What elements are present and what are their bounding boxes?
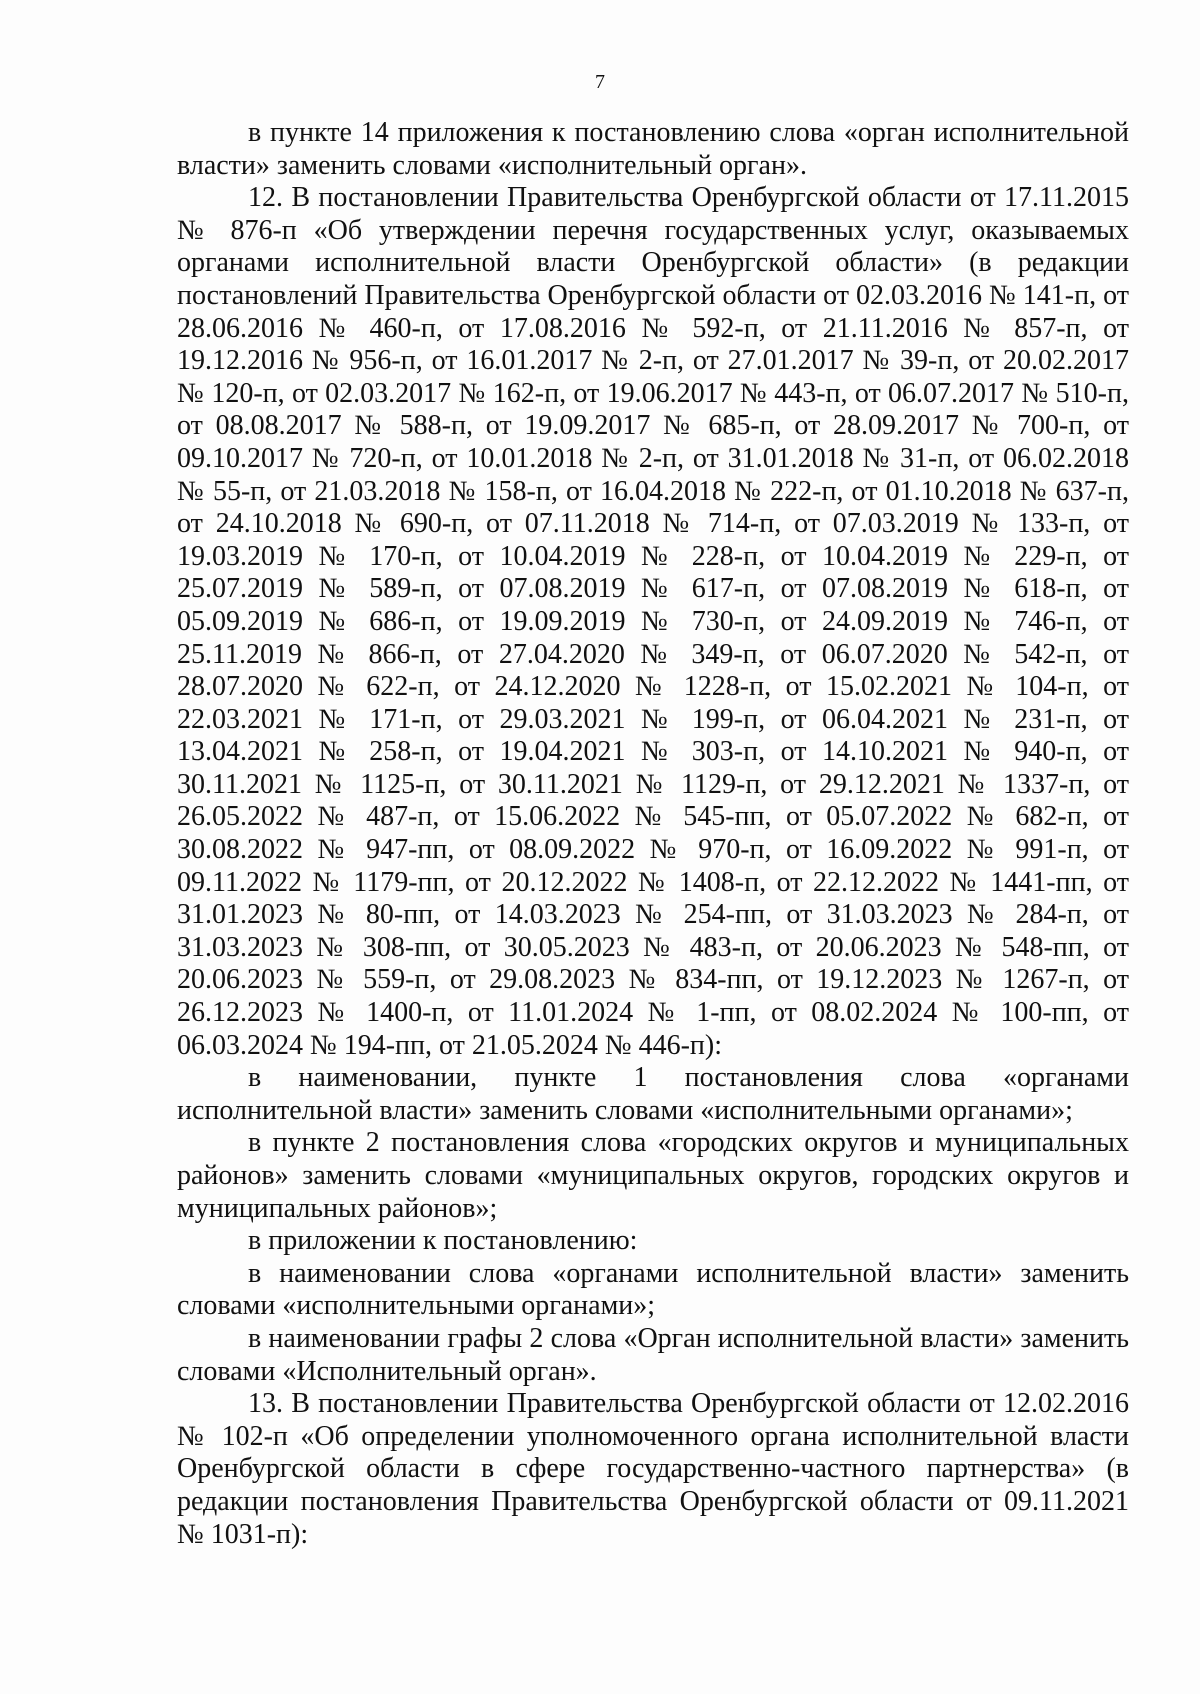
paragraph-column-2-amendment: в наименовании графы 2 слова «Орган исполнительной власти» заменить словами «Исполнительный орган». [177, 1322, 1129, 1387]
page-number: 7 [595, 71, 605, 93]
paragraph-name-amendment: в наименовании, пункте 1 постановления слова «органами исполнительной власти» заменить словами «исполнительными органами»; [177, 1062, 1129, 1126]
document-body [177, 117, 1129, 1551]
paragraph-item-12-header: 12. В постановлении Правительства Оренбургской области от 17.11.2015 № 876-п «Об утверждении перечня государственных услуг, оказываемых органами исполнительной власти Оренбургской области» (в редакции постановлений Правительства Оренбургской области от 02.03.2016 № 141-п, от 28.06.2016 № 460-п, от 17.08.2016 № 592-п, от 21.11.2016 № 857-п, от 19.12.2016 № 956-п, от 16.01.2017 № 2-п, от 27.01.2017 № 39-п, от 20.02.2017 № 120-п, от 02.03.2017 № 162-п, от 19.06.2017 № 443-п, от 06.07.2017 № 510-п, от 08.08.2017 № 588-п, от 19.09.2017 № 685-п, от 28.09.2017 № 700-п, от 09.10.2017 № 720-п, от 10.01.2018 № 2-п, от 31.01.2018 № 31-п, от 06.02.2018 № 55-п, от 21.03.2018 № 158-п, от 16.04.2018 № 222-п, от 01.10.2018 № 637-п, от 24.10.2018 № 690-п, от 07.11.2018 № 714-п, от 07.03.2019 № 133-п, от 19.03.2019 № 170-п, от 10.04.2019 № 228-п, от 10.04.2019 № 229-п, от 25.07.2019 № 589-п, от 07.08.2019 № 617-п, от 07.08.2019 № 618-п, от 05.09.2019 № 686-п, от 19.09.2019 № 730-п, от 24.09.2019 № 746-п, от 25.11.2019 № 866-п, от 27.04.2020 № 349-п, от 06.07.2020 № 542-п, от 28.07.2020 № 622-п, от 24.12.2020 № 1228-п, от 15.02.2021 № 104-п, от 22.03.2021 № 171-п, от 29.03.2021 № 199-п, от 06.04.2021 № 231-п, от 13.04.2021 № 258-п, от 19.04.2021 № 303-п, от 14.10.2021 № 940-п, от 30.11.2021 № 1125-п, от 30.11.2021 № 1129-п, от 29.12.2021 № 1337-п, от 26.05.2022 № 487-п, от 15.06.2022 № 545-пп, от 05.07.2022 № 682-п, от 30.08.2022 № 947-пп, от 08.09.2022 № 970-п, от 16.09.2022 № 991-п, от 09.11.2022 № 1179-пп, от 20.12.2022 № 1408-п, от 22.12.2022 № 1441-пп, от 31.01.2023 № 80-пп, от 14.03.2023 № 254-пп, от 31.03.2023 № 284-п, от 31.03.2023 № 308-пп, от 30.05.2023 № 483-п, от 20.06.2023 № 548-пп, от 20.06.2023 № 559-п, от 29.08.2023 № 834-пп, от 19.12.2023 № 1267-п, от 26.12.2023 № 1400-п, от 11.01.2024 № 1-пп, от 08.02.2024 № 100-пп, от 06.03.2024 № 194-пп, от 21.05.2024 № 446-п): [177, 182, 1129, 1061]
paragraph-item-13-header: 13. В постановлении Правительства Оренбургской области от 12.02.2016 № 102-п «Об определении уполномоченного органа исполнительной власти Оренбургской области в сфере государственно-частного партнерства» (в редакции постановления Правительства Оренбургской области от 09.11.2021 № 1031-п): [177, 1388, 1129, 1550]
paragraph-point-2-amendment: в пункте 2 постановления слова «городских округов и муниципальных районов» заменить словами «муниципальных округов, городских округов и муниципальных районов»; [177, 1127, 1129, 1224]
paragraph-item-11-amendment: в пункте 14 приложения к постановлению слова «орган исполнительной власти» заменить словами «исполнительный орган». [177, 117, 1129, 181]
paragraph-appendix-intro: в приложении к постановлению: [248, 1225, 638, 1257]
paragraph-appendix-name-amendment: в наименовании слова «органами исполнительной власти» заменить словами «исполнительными органами»; [177, 1257, 1129, 1322]
